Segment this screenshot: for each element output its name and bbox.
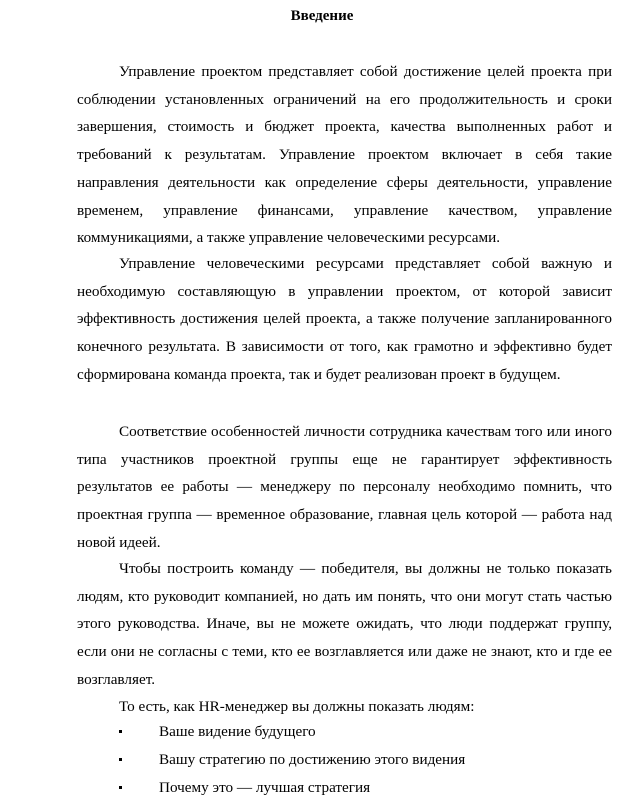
list-intro: То есть, как HR-менеджер вы должны показать людям: [119, 698, 475, 715]
bullet-text: Вашу стратегию по достижению этого видения [159, 751, 466, 768]
paragraph-4: Чтобы построить команду — победителя, вы должны не только показать людям, кто руководит компанией, но дать им понять, что они могут стать частью этого руководства. Иначе, вы не можете ожидать, что люди поддержат группу, если они не согласны с теми, кто ее возглавляется или даже не знают, кто и где ее возглавляет. [77, 560, 612, 688]
bullet-text: Почему это — лучшая стратегия [159, 779, 371, 796]
document-title: Введение [290, 8, 354, 24]
bullet-icon [119, 730, 122, 733]
paragraph-2: Управление человеческими ресурсами представляет собой важную и необходимую составляющую в управлении проектом, от которой зависит эффективность достижения целей проекта, а также получение запланированного конечного результата. В зависимости от того, как грамотно и эффективно будет сформирована команда проекта, так и будет реализован проект в будущем. [77, 255, 612, 383]
bullet-icon [119, 758, 122, 761]
bullet-icon [119, 786, 122, 789]
bullet-text: Ваше видение будущего [159, 723, 316, 740]
paragraph-3: Соответствие особенностей личности сотрудника качествам того или иного типа участников проектной группы еще не гарантирует эффективность результатов ее работы — менеджеру по персоналу необходимо помнить, что проектная группа — временное образование, главная цель которой — работа над новой идеей. [77, 423, 612, 551]
paragraph-1: Управление проектом представляет собой достижение целей проекта при соблюдении установленных ограничений на его продолжительность и сроки завершения, стоимость и бюджет проекта, качества выполненных работ и требований к результатам. Управление проектом включает в себя такие направления деятельности как определение сферы деятельности, управление временем, управление финансами, управление качеством, управление коммуникациями, а также управление человеческими ресурсами. [77, 63, 612, 247]
